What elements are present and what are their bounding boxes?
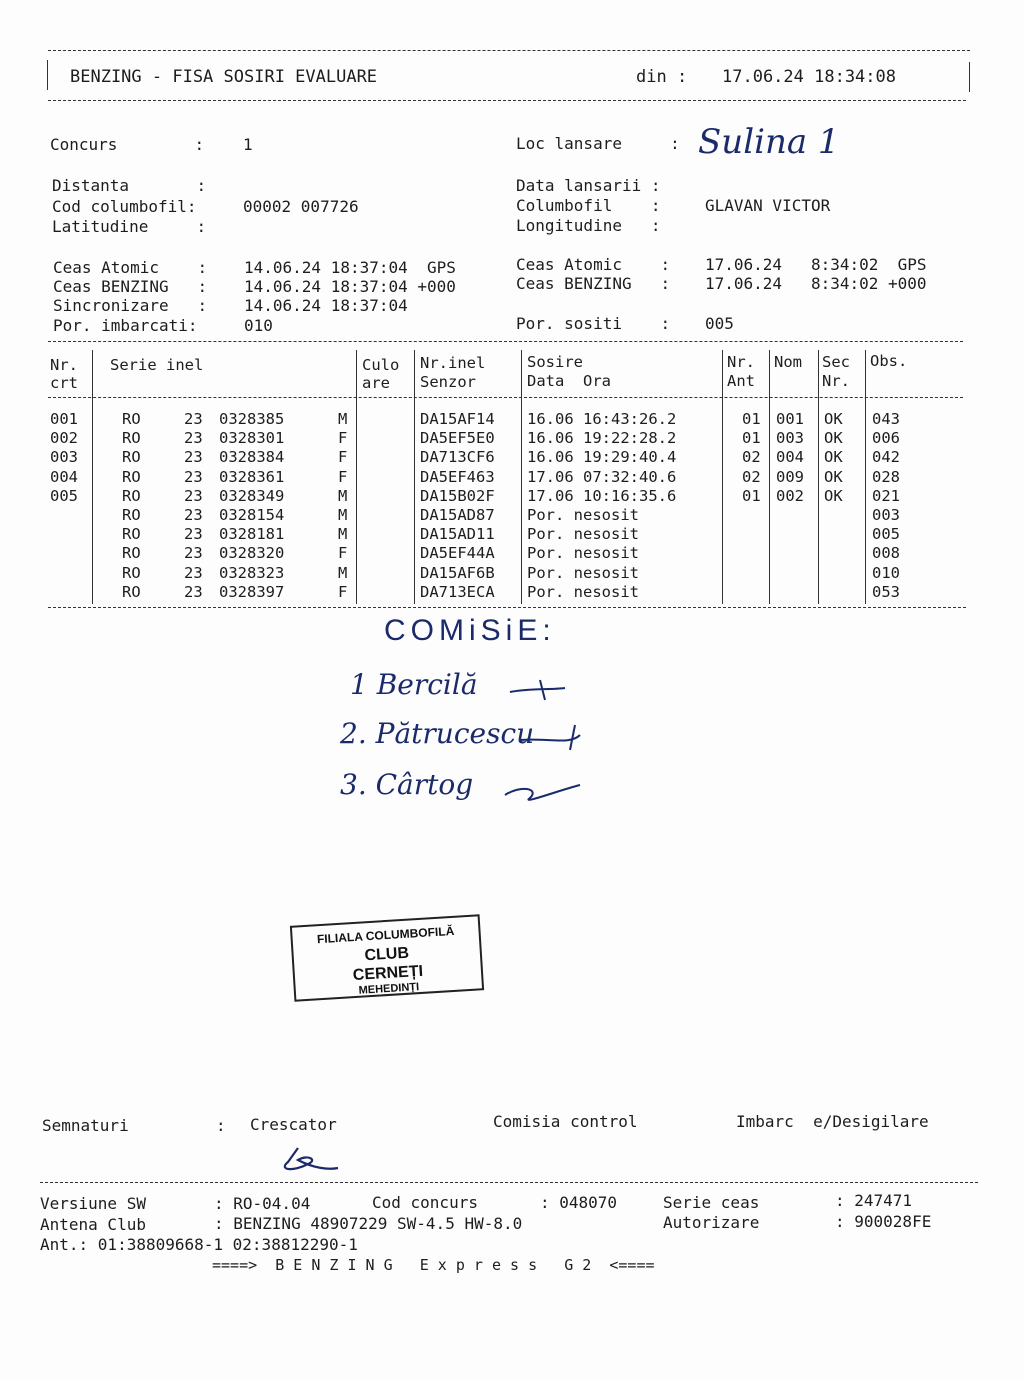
concurs-value: 1 — [243, 135, 253, 154]
header-left-border — [47, 60, 48, 90]
stamp-line: MEHEDINȚI — [358, 981, 420, 997]
clock-right-value: 005 — [705, 314, 734, 333]
cell-sex: M — [338, 486, 348, 505]
stamp-line: CERNEȚI — [352, 962, 424, 985]
autorizare-value: : 900028FE — [835, 1212, 932, 1231]
clock-left-label: Sincronizare : — [53, 296, 208, 315]
cell-nom: 002 — [776, 486, 804, 505]
col-divider — [865, 350, 866, 604]
header-nr: Nr. — [50, 356, 78, 374]
cell-nom: 001 — [776, 410, 804, 428]
report-datetime: 17.06.24 18:34:08 — [722, 67, 896, 87]
table-top-border — [48, 341, 963, 342]
table-bottom-border — [48, 607, 966, 608]
cell-sensor: DA15AD11 — [420, 525, 495, 544]
versiune-label: Versiune SW — [40, 1194, 146, 1213]
clock-right-label: Por. sositi : — [516, 314, 671, 333]
signatures-label: Semnaturi — [42, 1116, 129, 1135]
clock-left-value: 14.06.24 18:37:04 +000 — [244, 277, 456, 296]
cell-arrival: Por. nesosit — [527, 582, 639, 601]
cell-sec: OK — [824, 448, 843, 467]
header-top-border — [48, 50, 970, 51]
cell-sec: OK — [824, 410, 843, 428]
cell-year: 23 — [184, 429, 203, 448]
cell-year: 23 — [184, 486, 203, 505]
cell-obs: 008 — [872, 544, 900, 563]
antena-value: : BENZING 48907229 SW-4.5 HW-8.0 — [214, 1214, 523, 1233]
cell-ring: 0328323 — [219, 563, 285, 582]
cell-year: 23 — [184, 563, 203, 582]
header-nr-inel: Nr.inel — [420, 354, 486, 372]
cell-arrival: Por. nesosit — [527, 506, 639, 524]
antenna-serials: Ant.: 01:38809668-1 02:38812290-1 — [40, 1235, 358, 1254]
cell-obs: 005 — [872, 525, 900, 544]
col-divider — [769, 350, 770, 604]
cell-ant: 01 — [742, 486, 761, 505]
header-right-border — [969, 62, 970, 92]
cell-country: RO — [122, 506, 141, 524]
cod-concurs-label: Cod concurs — [372, 1193, 478, 1212]
stamp-line: CLUB — [364, 944, 410, 965]
header-obs: Obs. — [870, 352, 908, 370]
club-stamp — [290, 914, 484, 1001]
data-lansarii-label: Data lansarii : — [516, 176, 661, 195]
cell-ring: 0328154 — [219, 506, 285, 524]
commission-title: COMiSiE: — [384, 614, 556, 647]
clock-right-value: 17.06.24 8:34:02 +000 — [705, 274, 927, 293]
latitudine-label: Latitudine : — [52, 217, 207, 236]
header-senzor: Senzor — [420, 373, 476, 391]
cell-arrival: 17.06 10:16:35.6 — [527, 486, 677, 505]
cell-sec: OK — [824, 429, 843, 448]
header-culoare-2: are — [362, 374, 390, 392]
cell-obs: 053 — [872, 582, 900, 601]
cell-sensor: DA15AF6B — [420, 563, 495, 582]
header-culoare-1: Culo — [362, 356, 400, 374]
col-divider — [818, 350, 819, 604]
cell-ant: 01 — [742, 410, 761, 428]
signature-crescator: Crescator — [250, 1115, 337, 1134]
header-sec-nr: Nr. — [822, 372, 850, 390]
cell-country: RO — [122, 525, 141, 544]
header-data-ora: Data Ora — [527, 372, 611, 390]
header-ant: Ant — [727, 372, 755, 390]
cell-ring: 0328320 — [219, 544, 285, 563]
col-divider — [414, 350, 415, 604]
signature-imbarcare: Imbarc e/Desigilare — [736, 1112, 929, 1131]
cell-nr: 005 — [50, 486, 78, 505]
commission-member: 3. Cârtog — [340, 768, 474, 801]
cell-country: RO — [122, 448, 141, 467]
cell-ring: 0328385 — [219, 410, 285, 428]
cod-concurs-value: : 048070 — [540, 1193, 618, 1212]
cell-nom: 003 — [776, 429, 804, 448]
report-title: BENZING - FISA SOSIRI EVALUARE — [70, 67, 378, 87]
clock-left-label: Ceas BENZING : — [53, 277, 208, 296]
cod-columbofil-label: Cod columbofil: — [52, 197, 197, 216]
col-divider — [356, 350, 357, 604]
commission-member: 1 Bercilă — [350, 668, 478, 701]
cell-arrival: Por. nesosit — [527, 525, 639, 544]
cell-nr: 001 — [50, 410, 78, 428]
clock-left-value: 010 — [244, 316, 273, 335]
autorizare-label: Autorizare — [663, 1213, 760, 1232]
header-sosire: Sosire — [527, 353, 583, 371]
cell-nom: 009 — [776, 467, 804, 486]
cell-sensor: DA5EF5E0 — [420, 429, 495, 448]
cell-sensor: DA15B02F — [420, 486, 495, 505]
signature-comisia: Comisia control — [493, 1112, 638, 1131]
header-crt: crt — [50, 374, 78, 392]
concurs-label: Concurs : — [50, 135, 205, 154]
cell-country: RO — [122, 544, 141, 563]
cell-sensor: DA713ECA — [420, 582, 495, 601]
cell-nr: 003 — [50, 448, 78, 467]
cell-year: 23 — [184, 582, 203, 601]
clock-right-label: Ceas Atomic : — [516, 255, 671, 274]
cell-nom: 004 — [776, 448, 804, 467]
cell-country: RO — [122, 486, 141, 505]
cell-sensor: DA713CF6 — [420, 448, 495, 467]
cell-country: RO — [122, 410, 141, 428]
cell-sex: F — [338, 448, 348, 467]
cell-sex: M — [338, 410, 348, 428]
cell-sex: M — [338, 525, 348, 544]
cell-obs: 042 — [872, 448, 900, 467]
cell-year: 23 — [184, 448, 203, 467]
cell-ring: 0328349 — [219, 486, 285, 505]
cell-arrival: Por. nesosit — [527, 563, 639, 582]
cell-sex: F — [338, 544, 348, 563]
cell-year: 23 — [184, 467, 203, 486]
loc-lansare-handwritten: Sulina 1 — [698, 122, 840, 162]
cell-sex: M — [338, 506, 348, 524]
stamp-line: FILIALA COLUMBOFILĂ — [316, 923, 455, 947]
cod-columbofil-value: 00002 007726 — [243, 197, 359, 216]
cell-country: RO — [122, 429, 141, 448]
loc-lansare-label: Loc lansare : — [516, 134, 680, 153]
report-date-label: din : — [636, 67, 688, 87]
cell-obs: 028 — [872, 467, 900, 486]
table-header-divider — [48, 397, 963, 398]
col-divider — [521, 350, 522, 604]
col-divider — [92, 350, 93, 604]
cell-ring: 0328181 — [219, 525, 285, 544]
commission-member: 2. Pătrucescu — [340, 717, 535, 750]
cell-sensor: DA15AF14 — [420, 410, 495, 428]
cell-country: RO — [122, 467, 141, 486]
cell-obs: 006 — [872, 429, 900, 448]
longitudine-label: Longitudine : — [516, 216, 661, 235]
cell-country: RO — [122, 563, 141, 582]
clock-left-label: Ceas Atomic : — [53, 258, 208, 277]
cell-ring: 0328301 — [219, 429, 285, 448]
cell-country: RO — [122, 582, 141, 601]
clock-left-value: 14.06.24 18:37:04 GPS — [244, 258, 456, 277]
cell-sensor: DA5EF463 — [420, 467, 495, 486]
distanta-label: Distanta : — [52, 176, 207, 195]
header-nr-ant: Nr. — [727, 353, 755, 371]
cell-obs: 010 — [872, 563, 900, 582]
cell-ring: 0328384 — [219, 448, 285, 467]
clock-left-value: 14.06.24 18:37:04 — [244, 296, 408, 315]
cell-arrival: 16.06 19:29:40.4 — [527, 448, 677, 467]
serie-ceas-value: : 247471 — [835, 1191, 913, 1210]
clock-right-label: Ceas BENZING : — [516, 274, 671, 293]
header-bottom-border — [48, 100, 966, 101]
commission-signatures — [500, 670, 590, 830]
header-nom: Nom — [774, 353, 802, 371]
crescator-signature — [268, 1142, 348, 1176]
col-divider — [722, 350, 723, 604]
brand-line: ====> B E N Z I N G E x p r e s s G 2 <==== — [212, 1256, 655, 1274]
cell-nr: 004 — [50, 467, 78, 486]
columbofil-label: Columbofil : — [516, 196, 661, 215]
cell-ring: 0328361 — [219, 467, 285, 486]
cell-arrival: Por. nesosit — [527, 544, 639, 563]
cell-sex: F — [338, 582, 348, 601]
clock-left-label: Por. imbarcati: — [53, 316, 198, 335]
signatures-divider — [40, 1182, 978, 1183]
cell-year: 23 — [184, 544, 203, 563]
cell-obs: 043 — [872, 410, 900, 428]
cell-arrival: 17.06 07:32:40.6 — [527, 467, 677, 486]
cell-arrival: 16.06 16:43:26.2 — [527, 410, 677, 428]
cell-ant: 02 — [742, 448, 761, 467]
versiune-value: : RO-04.04 — [214, 1194, 311, 1213]
cell-arrival: 16.06 19:22:28.2 — [527, 429, 677, 448]
cell-sex: M — [338, 563, 348, 582]
cell-obs: 021 — [872, 486, 900, 505]
cell-sensor: DA5EF44A — [420, 544, 495, 563]
signatures-colon: : — [216, 1116, 226, 1135]
cell-ant: 01 — [742, 429, 761, 448]
cell-year: 23 — [184, 410, 203, 428]
cell-year: 23 — [184, 506, 203, 524]
cell-sec: OK — [824, 467, 843, 486]
cell-sex: F — [338, 467, 348, 486]
cell-obs: 003 — [872, 506, 900, 524]
cell-nr: 002 — [50, 429, 78, 448]
cell-sensor: DA15AD87 — [420, 506, 495, 524]
cell-ring: 0328397 — [219, 582, 285, 601]
cell-ant: 02 — [742, 467, 761, 486]
cell-sex: F — [338, 429, 348, 448]
antena-label: Antena Club — [40, 1215, 146, 1234]
cell-sec: OK — [824, 486, 843, 505]
header-sec: Sec — [822, 353, 850, 371]
clock-right-value: 17.06.24 8:34:02 GPS — [705, 255, 927, 274]
columbofil-value: GLAVAN VICTOR — [705, 196, 831, 215]
cell-year: 23 — [184, 525, 203, 544]
serie-ceas-label: Serie ceas — [663, 1193, 760, 1212]
header-serie-inel: Serie inel — [110, 356, 204, 374]
